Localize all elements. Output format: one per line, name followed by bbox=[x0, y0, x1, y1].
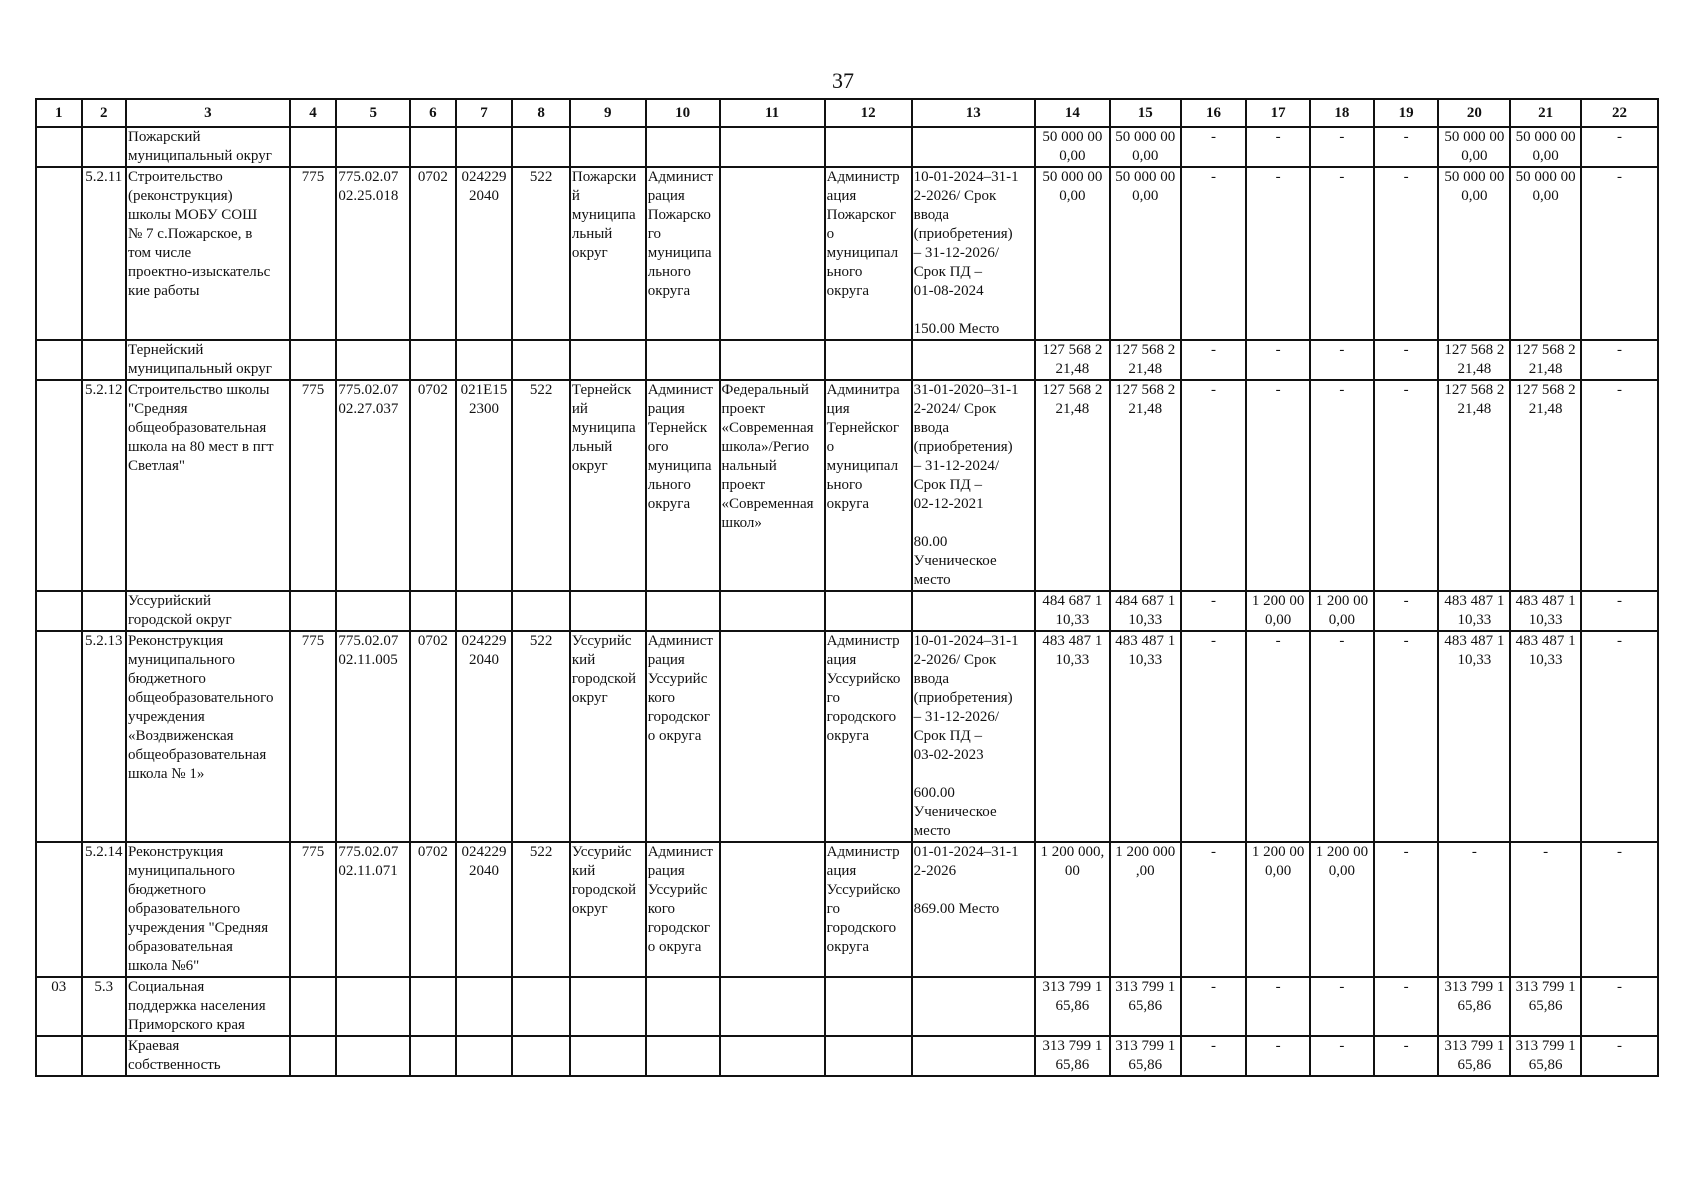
table-cell bbox=[720, 167, 825, 340]
table-cell bbox=[82, 340, 126, 380]
table-cell: 03 bbox=[36, 977, 82, 1036]
table-cell: 522 bbox=[512, 631, 570, 842]
table-cell: Тернейск ий муниципа льный округ bbox=[570, 380, 646, 591]
table-cell: 50 000 00 0,00 bbox=[1110, 167, 1181, 340]
table-cell: 775 bbox=[290, 167, 337, 340]
table-cell: 775 bbox=[290, 842, 337, 977]
table-cell bbox=[336, 340, 410, 380]
table-cell bbox=[912, 977, 1035, 1036]
table-cell bbox=[720, 340, 825, 380]
table-cell bbox=[290, 340, 337, 380]
table-cell: 0702 bbox=[410, 631, 456, 842]
table-cell: 10-01-2024–31-1 2-2026/ Срок ввода (приобретения) – 31-12-2026/ Срок ПД – 01-08-2024 150.00 Место bbox=[912, 167, 1035, 340]
table-cell: - bbox=[1581, 127, 1658, 167]
column-header: 6 bbox=[410, 99, 456, 127]
table-cell: 522 bbox=[512, 842, 570, 977]
table-cell bbox=[570, 127, 646, 167]
table-cell: 0702 bbox=[410, 380, 456, 591]
table-cell: 313 799 1 65,86 bbox=[1510, 1036, 1581, 1076]
table-cell: 483 487 1 10,33 bbox=[1510, 631, 1581, 842]
table-cell: - bbox=[1581, 380, 1658, 591]
table-cell: 5.2.12 bbox=[82, 380, 126, 591]
table-cell: 313 799 1 65,86 bbox=[1510, 977, 1581, 1036]
table-cell: - bbox=[1181, 380, 1247, 591]
table-cell: 483 487 1 10,33 bbox=[1035, 631, 1110, 842]
table-cell: 775.02.07 02.11.071 bbox=[336, 842, 410, 977]
table-cell: Админист рация Уссурийс кого городског о округа bbox=[646, 631, 720, 842]
table-cell: Админист рация Уссурийс кого городског о округа bbox=[646, 842, 720, 977]
column-header: 13 bbox=[912, 99, 1035, 127]
table-row bbox=[36, 842, 1658, 977]
table-cell: - bbox=[1374, 340, 1439, 380]
table-cell: 50 000 00 0,00 bbox=[1110, 127, 1181, 167]
table-cell bbox=[336, 127, 410, 167]
table-cell bbox=[825, 591, 912, 631]
table-cell: 1 200 000, 00 bbox=[1035, 842, 1110, 977]
table-cell: - bbox=[1581, 977, 1658, 1036]
table-cell: 127 568 2 21,48 bbox=[1510, 340, 1581, 380]
table-cell: Пожарски й муниципа льный округ bbox=[570, 167, 646, 340]
column-header: 8 bbox=[512, 99, 570, 127]
table-cell bbox=[825, 1036, 912, 1076]
table-cell: - bbox=[1246, 1036, 1310, 1076]
column-header: 18 bbox=[1310, 99, 1374, 127]
column-header: 5 bbox=[336, 99, 410, 127]
table-cell bbox=[336, 591, 410, 631]
column-header: 10 bbox=[646, 99, 720, 127]
table-cell: - bbox=[1310, 380, 1374, 591]
table-cell: - bbox=[1181, 127, 1247, 167]
table-cell: - bbox=[1310, 631, 1374, 842]
table-cell: 483 487 1 10,33 bbox=[1438, 591, 1510, 631]
table-cell: 483 487 1 10,33 bbox=[1438, 631, 1510, 842]
table-cell bbox=[570, 977, 646, 1036]
table-cell bbox=[646, 977, 720, 1036]
table-cell: - bbox=[1510, 842, 1581, 977]
table-cell: Админист рация Пожарско го муниципа льного округа bbox=[646, 167, 720, 340]
page-number: 37 bbox=[832, 68, 854, 93]
table-cell: - bbox=[1581, 1036, 1658, 1076]
table-row bbox=[36, 977, 1658, 1036]
table-cell: - bbox=[1310, 340, 1374, 380]
table-cell bbox=[512, 977, 570, 1036]
column-header: 11 bbox=[720, 99, 825, 127]
table-cell: - bbox=[1374, 380, 1439, 591]
column-header: 16 bbox=[1181, 99, 1247, 127]
table-cell: 31-01-2020–31-1 2-2024/ Срок ввода (приобретения) – 31-12-2024/ Срок ПД – 02-12-2021 80.00 Ученическое место bbox=[912, 380, 1035, 591]
column-header: 9 bbox=[570, 99, 646, 127]
table-cell: 775 bbox=[290, 631, 337, 842]
table-cell: - bbox=[1581, 340, 1658, 380]
table-cell: Пожарский муниципальный округ bbox=[126, 127, 290, 167]
table-cell: 313 799 1 65,86 bbox=[1438, 977, 1510, 1036]
table-cell: - bbox=[1246, 380, 1310, 591]
table-cell: 127 568 2 21,48 bbox=[1110, 380, 1181, 591]
table-cell bbox=[720, 977, 825, 1036]
table-cell: - bbox=[1374, 127, 1439, 167]
table-cell: - bbox=[1246, 631, 1310, 842]
table-cell: 10-01-2024–31-1 2-2026/ Срок ввода (приобретения) – 31-12-2026/ Срок ПД – 03-02-2023 600.00 Ученическое место bbox=[912, 631, 1035, 842]
column-header: 15 bbox=[1110, 99, 1181, 127]
table-cell bbox=[570, 1036, 646, 1076]
table-row bbox=[36, 340, 1658, 380]
table-cell: Администр ация Уссурийско го городского округа bbox=[825, 631, 912, 842]
table-row bbox=[36, 127, 1658, 167]
table-cell bbox=[82, 1036, 126, 1076]
table-cell bbox=[912, 340, 1035, 380]
table-cell: 775.02.07 02.11.005 bbox=[336, 631, 410, 842]
table-cell: 484 687 1 10,33 bbox=[1110, 591, 1181, 631]
table-cell bbox=[456, 127, 513, 167]
table-cell bbox=[410, 1036, 456, 1076]
table-cell: - bbox=[1438, 842, 1510, 977]
table-cell bbox=[36, 1036, 82, 1076]
table-cell bbox=[36, 842, 82, 977]
table-cell bbox=[410, 591, 456, 631]
table-cell: 1 200 000 ,00 bbox=[1110, 842, 1181, 977]
table-cell bbox=[336, 977, 410, 1036]
table-cell: 5.2.14 bbox=[82, 842, 126, 977]
table-cell: 775.02.07 02.27.037 bbox=[336, 380, 410, 591]
table-cell: 127 568 2 21,48 bbox=[1035, 340, 1110, 380]
table-cell bbox=[36, 591, 82, 631]
table-cell: 313 799 1 65,86 bbox=[1035, 977, 1110, 1036]
column-header: 20 bbox=[1438, 99, 1510, 127]
table-cell: 313 799 1 65,86 bbox=[1438, 1036, 1510, 1076]
table-cell: Краевая собственность bbox=[126, 1036, 290, 1076]
column-header: 7 bbox=[456, 99, 513, 127]
table-cell: Админист рация Тернейск ого муниципа льного округа bbox=[646, 380, 720, 591]
column-header: 17 bbox=[1246, 99, 1310, 127]
table-cell bbox=[646, 591, 720, 631]
table-cell bbox=[912, 1036, 1035, 1076]
table-cell: - bbox=[1310, 1036, 1374, 1076]
table-cell: 50 000 00 0,00 bbox=[1510, 167, 1581, 340]
table-cell: 313 799 1 65,86 bbox=[1035, 1036, 1110, 1076]
table-cell: - bbox=[1374, 631, 1439, 842]
table-cell bbox=[82, 127, 126, 167]
table-cell: - bbox=[1246, 340, 1310, 380]
table-cell: 484 687 1 10,33 bbox=[1035, 591, 1110, 631]
table-cell: 021Е15 2300 bbox=[456, 380, 513, 591]
table-cell bbox=[82, 591, 126, 631]
table-cell bbox=[720, 591, 825, 631]
table-cell: - bbox=[1581, 591, 1658, 631]
table-cell bbox=[720, 842, 825, 977]
table-cell: 5.3 bbox=[82, 977, 126, 1036]
column-header: 1 bbox=[36, 99, 82, 127]
table-cell: Строительство (реконструкция) школы МОБУ СОШ № 7 с.Пожарское, в том числе проектно-изыскательс кие работы bbox=[126, 167, 290, 340]
table-cell bbox=[36, 127, 82, 167]
table-cell bbox=[410, 127, 456, 167]
table-cell bbox=[36, 340, 82, 380]
table-cell: 024229 2040 bbox=[456, 167, 513, 340]
budget-table bbox=[35, 98, 1659, 1077]
table-cell bbox=[456, 977, 513, 1036]
table-cell: 1 200 00 0,00 bbox=[1246, 591, 1310, 631]
table-cell: 127 568 2 21,48 bbox=[1035, 380, 1110, 591]
table-cell bbox=[290, 977, 337, 1036]
table-cell: 0702 bbox=[410, 842, 456, 977]
table-cell: 50 000 00 0,00 bbox=[1438, 127, 1510, 167]
table-cell: - bbox=[1374, 977, 1439, 1036]
table-cell bbox=[512, 340, 570, 380]
table-cell: 522 bbox=[512, 380, 570, 591]
table-cell: Уссурийский городской округ bbox=[126, 591, 290, 631]
table-cell: - bbox=[1246, 977, 1310, 1036]
table-cell: Админитра ция Тернейског о муниципал ьного округа bbox=[825, 380, 912, 591]
table-cell: Федеральный проект «Современная школа»/Регио нальный проект «Современная школ» bbox=[720, 380, 825, 591]
table-row bbox=[36, 591, 1658, 631]
table-cell bbox=[512, 591, 570, 631]
table-cell bbox=[410, 340, 456, 380]
table-cell: Администр ация Уссурийско го городского округа bbox=[825, 842, 912, 977]
table-cell: 50 000 00 0,00 bbox=[1035, 167, 1110, 340]
table-cell: 127 568 2 21,48 bbox=[1438, 340, 1510, 380]
table-cell: - bbox=[1310, 977, 1374, 1036]
table-cell: 775.02.07 02.25.018 bbox=[336, 167, 410, 340]
table-cell: - bbox=[1181, 591, 1247, 631]
table-cell bbox=[290, 591, 337, 631]
table-cell: 024229 2040 bbox=[456, 842, 513, 977]
table-cell: 127 568 2 21,48 bbox=[1438, 380, 1510, 591]
table-cell: 50 000 00 0,00 bbox=[1510, 127, 1581, 167]
table-cell: - bbox=[1581, 842, 1658, 977]
table-row bbox=[36, 1036, 1658, 1076]
table-cell bbox=[825, 977, 912, 1036]
table-cell: 483 487 1 10,33 bbox=[1110, 631, 1181, 842]
table-cell: 483 487 1 10,33 bbox=[1510, 591, 1581, 631]
column-header: 3 bbox=[126, 99, 290, 127]
table-cell: - bbox=[1581, 167, 1658, 340]
table-cell bbox=[912, 127, 1035, 167]
table-cell bbox=[290, 1036, 337, 1076]
table-cell: 0702 bbox=[410, 167, 456, 340]
column-header: 22 bbox=[1581, 99, 1658, 127]
table-cell bbox=[646, 127, 720, 167]
table-cell: - bbox=[1181, 340, 1247, 380]
table-cell: - bbox=[1310, 127, 1374, 167]
table-cell: 775 bbox=[290, 380, 337, 591]
table-cell bbox=[912, 591, 1035, 631]
table-cell: Уссурийс кий городской округ bbox=[570, 842, 646, 977]
table-cell bbox=[336, 1036, 410, 1076]
column-header: 4 bbox=[290, 99, 337, 127]
table-cell: 5.2.11 bbox=[82, 167, 126, 340]
table-cell: - bbox=[1310, 167, 1374, 340]
table-cell bbox=[570, 340, 646, 380]
table-cell: 127 568 2 21,48 bbox=[1510, 380, 1581, 591]
table-row bbox=[36, 380, 1658, 591]
table-cell: Тернейский муниципальный округ bbox=[126, 340, 290, 380]
table-cell: - bbox=[1181, 842, 1247, 977]
table-cell: - bbox=[1181, 977, 1247, 1036]
table-cell bbox=[36, 167, 82, 340]
table-cell bbox=[720, 1036, 825, 1076]
table-cell bbox=[36, 380, 82, 591]
table-row bbox=[36, 167, 1658, 340]
table-cell bbox=[36, 631, 82, 842]
table-cell: - bbox=[1181, 1036, 1247, 1076]
table-cell: 024229 2040 bbox=[456, 631, 513, 842]
table-cell: 01-01-2024–31-1 2-2026 869.00 Место bbox=[912, 842, 1035, 977]
table-cell: Реконструкция муниципального бюджетного общеобразовательного учреждения «Воздвиженская общеобразовательная школа № 1» bbox=[126, 631, 290, 842]
table-cell: Реконструкция муниципального бюджетного образовательного учреждения "Средняя образовательная школа №6" bbox=[126, 842, 290, 977]
column-header: 19 bbox=[1374, 99, 1439, 127]
table-cell: 127 568 2 21,48 bbox=[1110, 340, 1181, 380]
table-cell bbox=[720, 127, 825, 167]
table-cell: - bbox=[1374, 591, 1439, 631]
table-cell: Уссурийс кий городской округ bbox=[570, 631, 646, 842]
table-cell bbox=[720, 631, 825, 842]
table-cell: 313 799 1 65,86 bbox=[1110, 1036, 1181, 1076]
table-cell: 522 bbox=[512, 167, 570, 340]
table-cell bbox=[456, 591, 513, 631]
table-cell: Администр ация Пожарског о муниципал ьного округа bbox=[825, 167, 912, 340]
table-cell: - bbox=[1581, 631, 1658, 842]
table-cell bbox=[290, 127, 337, 167]
column-header: 14 bbox=[1035, 99, 1110, 127]
table-cell: - bbox=[1181, 631, 1247, 842]
table-cell bbox=[570, 591, 646, 631]
table-cell: 50 000 00 0,00 bbox=[1035, 127, 1110, 167]
table-cell: - bbox=[1374, 1036, 1439, 1076]
table-cell: - bbox=[1374, 842, 1439, 977]
column-header: 2 bbox=[82, 99, 126, 127]
table-cell bbox=[456, 340, 513, 380]
table-cell: Социальная поддержка населения Приморского края bbox=[126, 977, 290, 1036]
table-cell bbox=[646, 340, 720, 380]
header-row bbox=[36, 99, 1658, 127]
table-cell: 313 799 1 65,86 bbox=[1110, 977, 1181, 1036]
table-cell: 5.2.13 bbox=[82, 631, 126, 842]
table-cell: - bbox=[1246, 167, 1310, 340]
table-cell: 1 200 00 0,00 bbox=[1310, 591, 1374, 631]
table-cell bbox=[512, 1036, 570, 1076]
table-cell: Строительство школы "Средняя общеобразовательная школа на 80 мест в пгт Светлая" bbox=[126, 380, 290, 591]
table-row bbox=[36, 631, 1658, 842]
table-cell: - bbox=[1374, 167, 1439, 340]
table-cell bbox=[825, 340, 912, 380]
table-cell bbox=[456, 1036, 513, 1076]
table-cell: 1 200 00 0,00 bbox=[1310, 842, 1374, 977]
table-cell bbox=[512, 127, 570, 167]
table-cell: 50 000 00 0,00 bbox=[1438, 167, 1510, 340]
table-cell: 1 200 00 0,00 bbox=[1246, 842, 1310, 977]
table-cell: - bbox=[1246, 127, 1310, 167]
table-cell: - bbox=[1181, 167, 1247, 340]
table-cell bbox=[825, 127, 912, 167]
table-cell bbox=[646, 1036, 720, 1076]
table-cell bbox=[410, 977, 456, 1036]
column-header: 21 bbox=[1510, 99, 1581, 127]
column-header: 12 bbox=[825, 99, 912, 127]
